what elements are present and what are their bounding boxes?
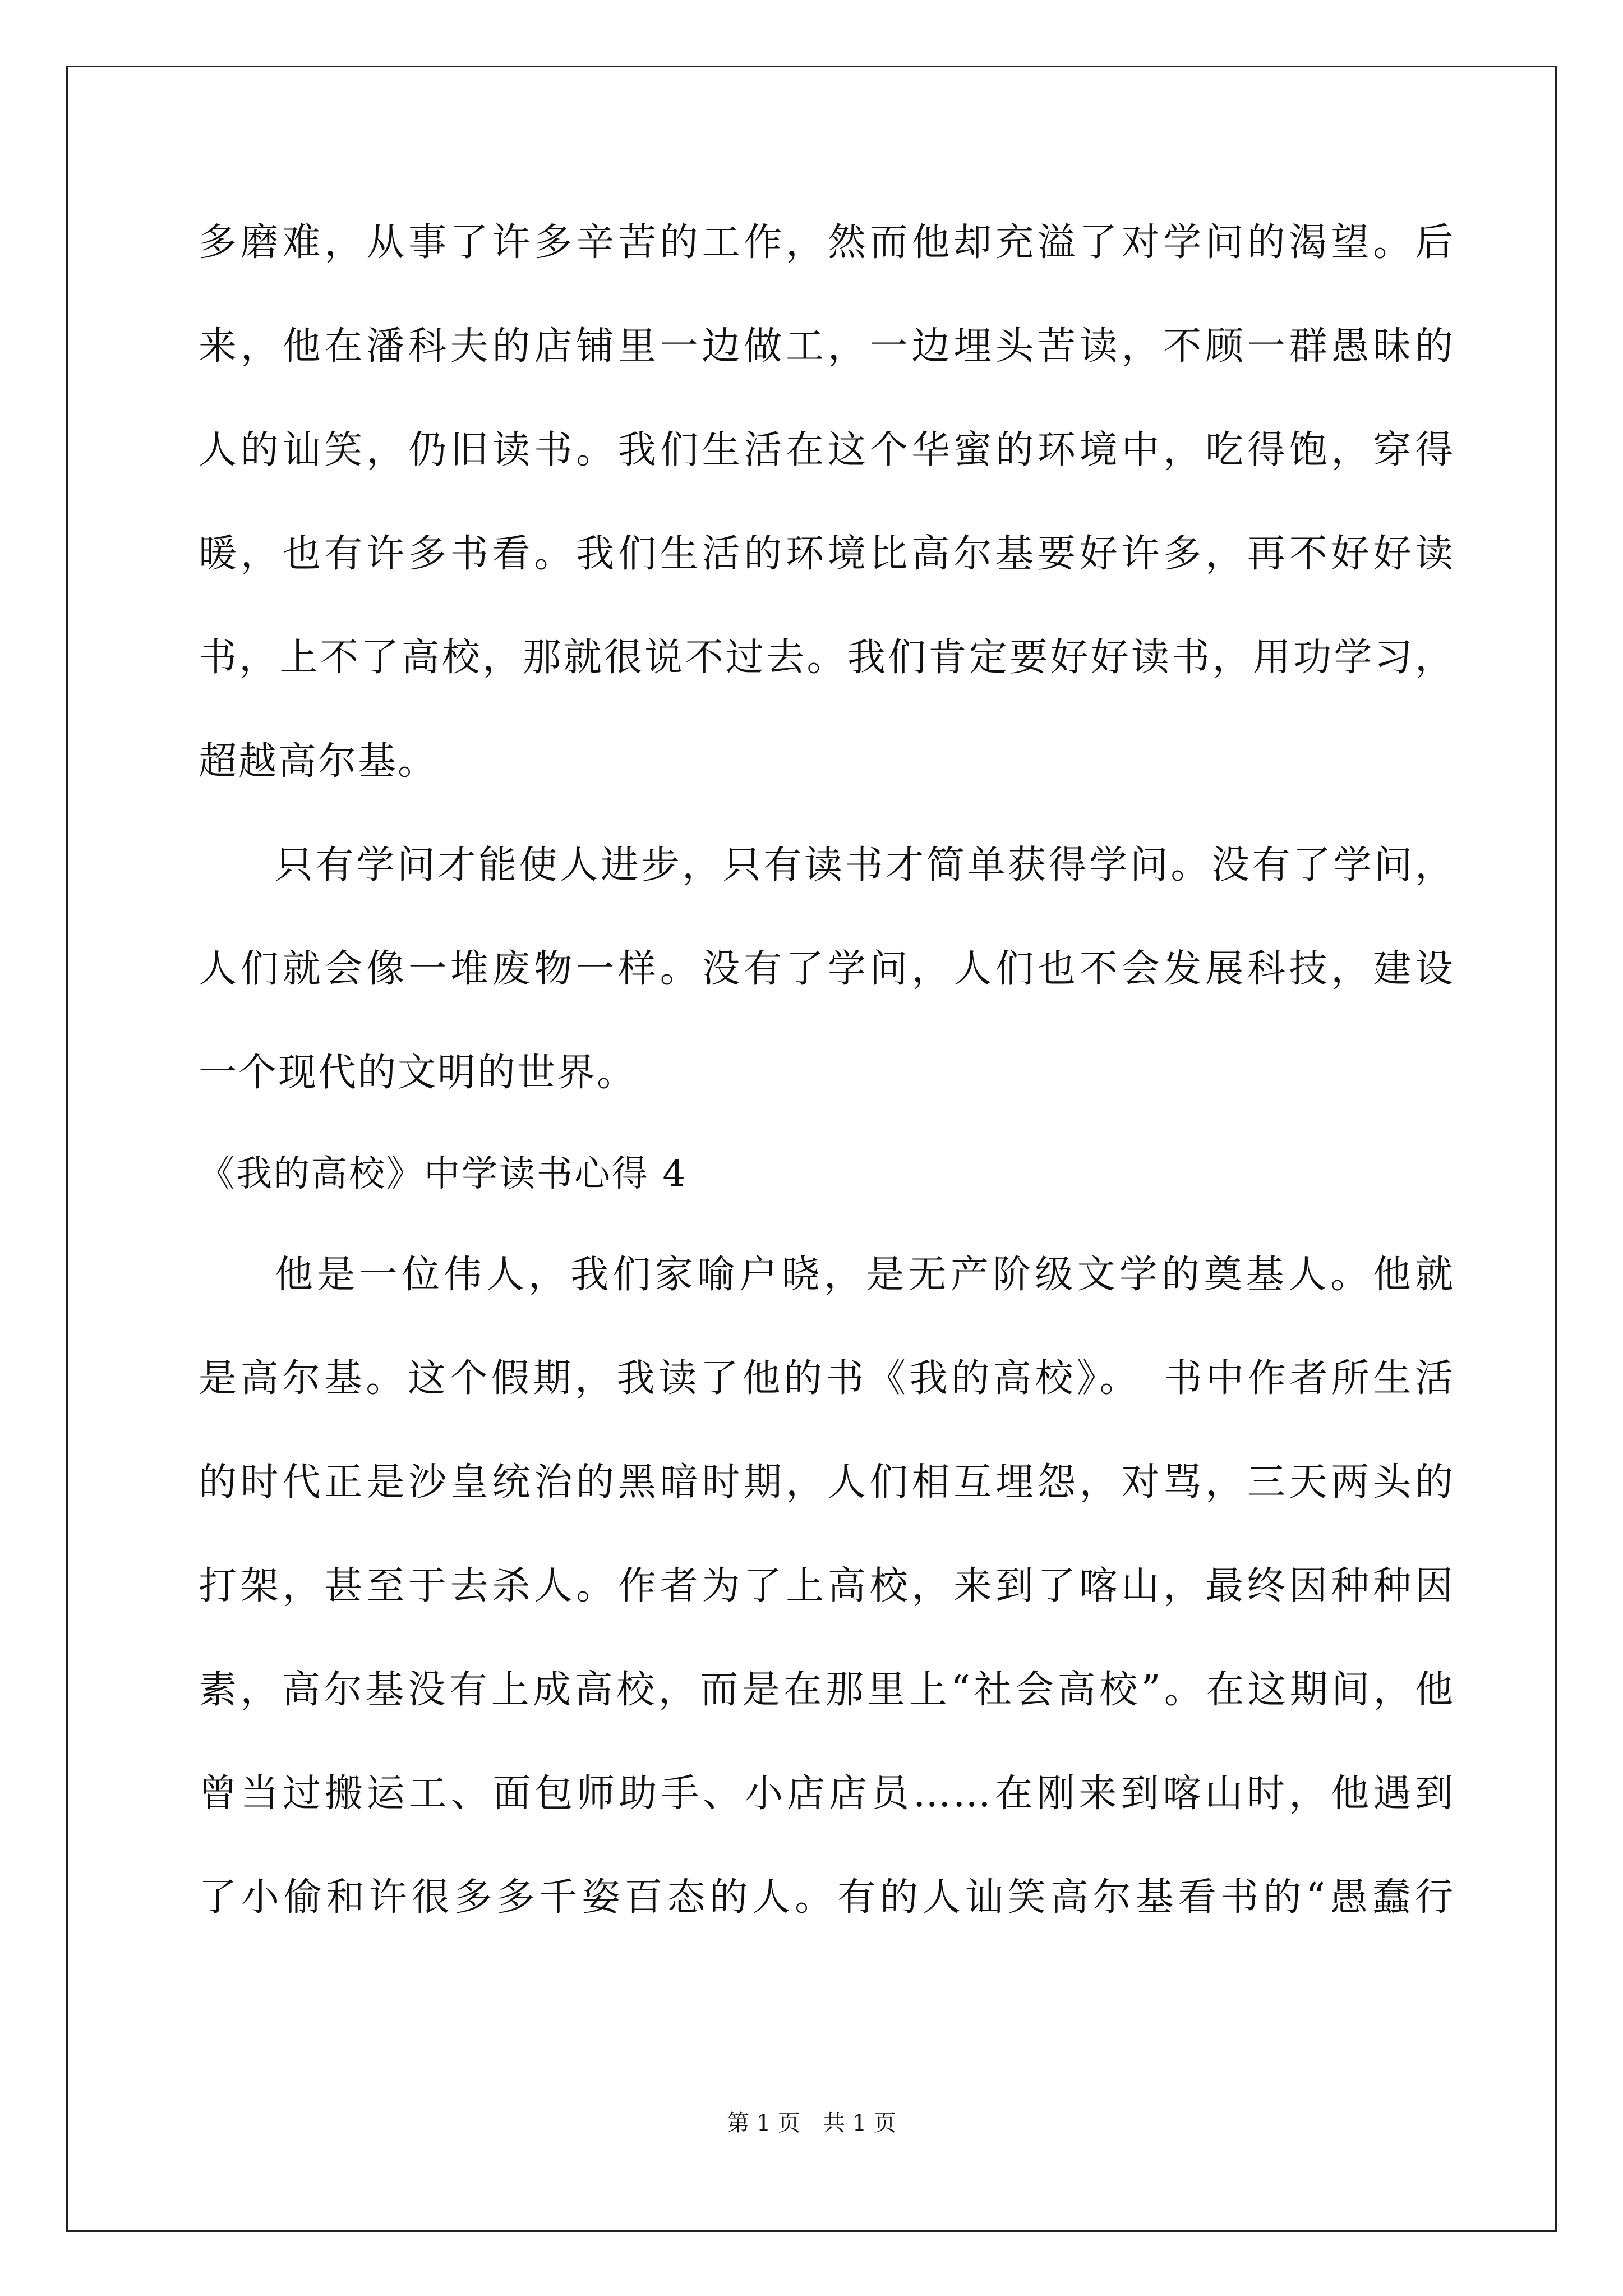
paragraph-line: 素，高尔基没有上成高校，而是在那里上“社会高校”。在这期间，他	[199, 1668, 1455, 1712]
paragraph-line: 的时代正是沙皇统治的黑暗时期，人们相互埋怨，对骂，三天两头的	[199, 1460, 1455, 1504]
paragraph-line: 打架，甚至于去杀人。作者为了上高校，来到了喀山，最终因种种因	[199, 1564, 1455, 1608]
paragraph-line: 来，他在潘科夫的店铺里一边做工，一边埋头苦读，不顾一群愚昧的	[199, 324, 1455, 369]
paragraph-line: 暖，也有许多书看。我们生活的环境比高尔基要好许多，再不好好读	[199, 532, 1455, 576]
paragraph-line: 曾当过搬运工、面包师助手、小店店员……在刚来到喀山时，他遇到	[199, 1772, 1455, 1816]
paragraph-line: 是高尔基。这个假期，我读了他的书《我的高校》。 书中作者所生活	[199, 1356, 1455, 1401]
paragraph-line: 多磨难，从事了许多辛苦的工作，然而他却充溢了对学问的渴望。后	[199, 220, 1455, 265]
paragraph-line: 一个现代的文明的世界。	[199, 1051, 637, 1095]
section-heading: 《我的高校》中学读书心得 4	[199, 1153, 688, 1195]
paragraph-line: 只有学问才能使人进步，只有读书才简单获得学问。没有了学问，	[275, 843, 1455, 887]
paragraph-line: 书，上不了高校，那就很说不过去。我们肯定要好好读书，用功学习，	[199, 636, 1455, 680]
paragraph-line: 人的讪笑，仍旧读书。我们生活在这个华蜜的环境中，吃得饱，穿得	[199, 428, 1455, 472]
paragraph-line: 人们就会像一堆废物一样。没有了学问，人们也不会发展科技，建设	[199, 947, 1455, 991]
paragraph-line: 他是一位伟人，我们家喻户晓，是无产阶级文学的奠基人。他就	[275, 1253, 1455, 1297]
paragraph-line: 超越高尔基。	[199, 739, 438, 784]
paragraph-line: 了小偷和许很多多千姿百态的人。有的人讪笑高尔基看书的“愚蠢行	[199, 1875, 1455, 1920]
page-footer: 第 1 页 共 1 页	[727, 2110, 896, 2136]
